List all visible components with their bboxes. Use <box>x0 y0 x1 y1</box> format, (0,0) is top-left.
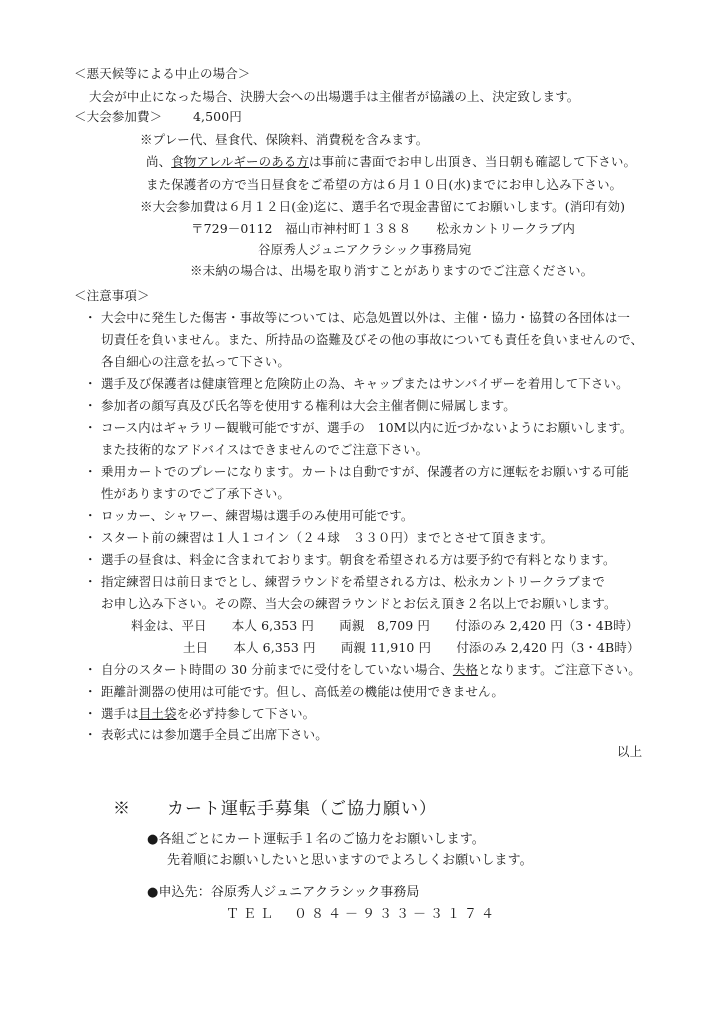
allergy-pre: 尚、 <box>146 154 172 169</box>
bullet: ・ <box>84 727 97 742</box>
note-2: 選手及び保護者は健康管理と危険防止の為、キャップまたはサンバイザーを着用して下さい。 <box>101 376 629 391</box>
note-1b: 切責任を負いません。また、所持品の盗難及びその他の事故についても責任を負いませんので、 <box>101 332 644 347</box>
fee-address-1: 〒729－0112 福山市神村町１３８８ 松永カントリークラブ内 <box>191 221 575 236</box>
note-1c: 各自細心の注意を払って下さい。 <box>101 354 291 369</box>
cart-contact: ●申込先：谷原秀人ジュニアクラシック事務局 <box>147 885 420 900</box>
note-10-pre: 自分のスタート時間の 30 分前までに受付をしていない場合、 <box>101 662 453 677</box>
bullet: ・ <box>84 464 97 479</box>
note-6: ロッカー、シャワー、練習場は選手のみ使用可能です。 <box>101 508 414 523</box>
closing-ijo: 以上 <box>617 744 643 759</box>
note-13: 表彰式には参加選手全員ご出席下さい。 <box>101 727 328 742</box>
note-5b: 性がありますのでご了承下さい。 <box>101 486 291 501</box>
note-10-post: となります。ご注意下さい。 <box>478 662 641 677</box>
note-12-post: を必ず持参して下さい。 <box>176 706 316 721</box>
bullet: ・ <box>84 376 97 391</box>
note-8: 選手の昼食は、料金に含まれております。朝食を希望される方は要予約で有料となります。 <box>101 552 616 567</box>
bullet: ・ <box>84 706 97 721</box>
note-5a: 乗用カートでのプレーになります。カートは自動ですが、保護者の方に運転をお願いする可能 <box>101 464 629 479</box>
note-11: 距離計測器の使用は可能です。但し、高低差の機能は使用できません。 <box>101 684 504 699</box>
allergy-underlined: 食物アレルギーのある方 <box>171 154 309 169</box>
cart-title: ※ カート運転手募集（ご協力願い） <box>113 799 437 819</box>
note-9b: お申し込み下さい。その際、当大会の練習ラウンドとお伝え頂き２名以上でお願いします。 <box>101 596 617 611</box>
bullet: ・ <box>84 420 97 435</box>
fee-note-inclusions: ※プレー代、昼食代、保険料、消費税を含みます。 <box>140 132 429 147</box>
bullet: ・ <box>84 508 97 523</box>
price-weekend: 土日 本人 6,353 円 両親 11,910 円 付添のみ 2,420 円（3・4B時） <box>183 640 640 655</box>
note-9a: 指定練習日は前日までとし、練習ラウンドを希望される方は、松永カントリークラブまで <box>101 574 606 589</box>
rain-heading: ＜悪天候等による中止の場合＞ <box>74 66 251 81</box>
note-4b: また技術的なアドバイスはできませんのでご注意下さい。 <box>101 442 429 457</box>
price-weekday: 料金は、平日 本人 6,353 円 両親 8,709 円 付添のみ 2,420 円（3・4B時） <box>131 618 639 633</box>
fee-address-2: 谷原秀人ジュニアクラシック事務局宛 <box>258 242 472 257</box>
fee-amount: 4,500円 <box>193 109 242 124</box>
bullet: ・ <box>84 552 97 567</box>
bullet: ・ <box>84 398 97 413</box>
bullet: ・ <box>84 662 97 677</box>
rain-body: 大会が中止になった場合、決勝大会への出場選手は主催者が協議の上、決定致します。 <box>89 89 580 104</box>
note-12-divot-bag: 目土袋 <box>138 706 177 721</box>
notes-heading: ＜注意事項＞ <box>74 288 150 303</box>
cart-line-1: ●各組ごとにカート運転手１名のご協力をお願いします。 <box>147 832 485 847</box>
fee-heading: ＜大会参加費＞ <box>74 109 163 124</box>
allergy-post: は事前に書面でお申し出頂き、当日朝も確認して下さい。 <box>309 154 637 169</box>
note-12-pre: 選手は <box>101 706 139 721</box>
bullet: ・ <box>84 684 97 699</box>
note-10 <box>101 662 641 678</box>
cart-line-2: 先着順にお願いしたいと思いますのでよろしくお願いします。 <box>167 853 533 868</box>
note-12 <box>101 706 315 722</box>
note-1a: 大会中に発生した傷害・事故等については、応急処置以外は、主催・協力・協賛の各団体は一 <box>101 310 630 325</box>
bullet: ・ <box>84 574 97 589</box>
fee-note-allergy <box>146 154 636 170</box>
fee-note-unpaid: ※未納の場合は、出場を取り消すことがありますのでご注意ください。 <box>190 263 594 278</box>
fee-note-deadline: ※大会参加費は６月１２日(金)迄に、選手名で現金書留にてお願いします。(消印有効) <box>140 199 626 214</box>
note-7: スタート前の練習は１人１コイン（２４球 ３３０円）までとさせて頂きます。 <box>101 530 554 545</box>
note-10-disqualify: 失格 <box>452 662 479 677</box>
bullet: ・ <box>84 310 97 325</box>
note-3: 参加者の顔写真及び氏名等を使用する権利は大会主催者側に帰属します。 <box>101 398 516 413</box>
fee-note-lunch: また保護者の方で当日昼食をご希望の方は６月１０日(水)までにお申し込み下さい。 <box>146 177 623 192</box>
bullet: ・ <box>84 530 97 545</box>
cart-tel: ＴＥＬ ０８４－９３３－３１７４ <box>226 907 499 922</box>
note-4a: コース内はギャラリー観戦可能ですが、選手の 10M以内に近づかないようにお願いします。 <box>101 420 633 435</box>
